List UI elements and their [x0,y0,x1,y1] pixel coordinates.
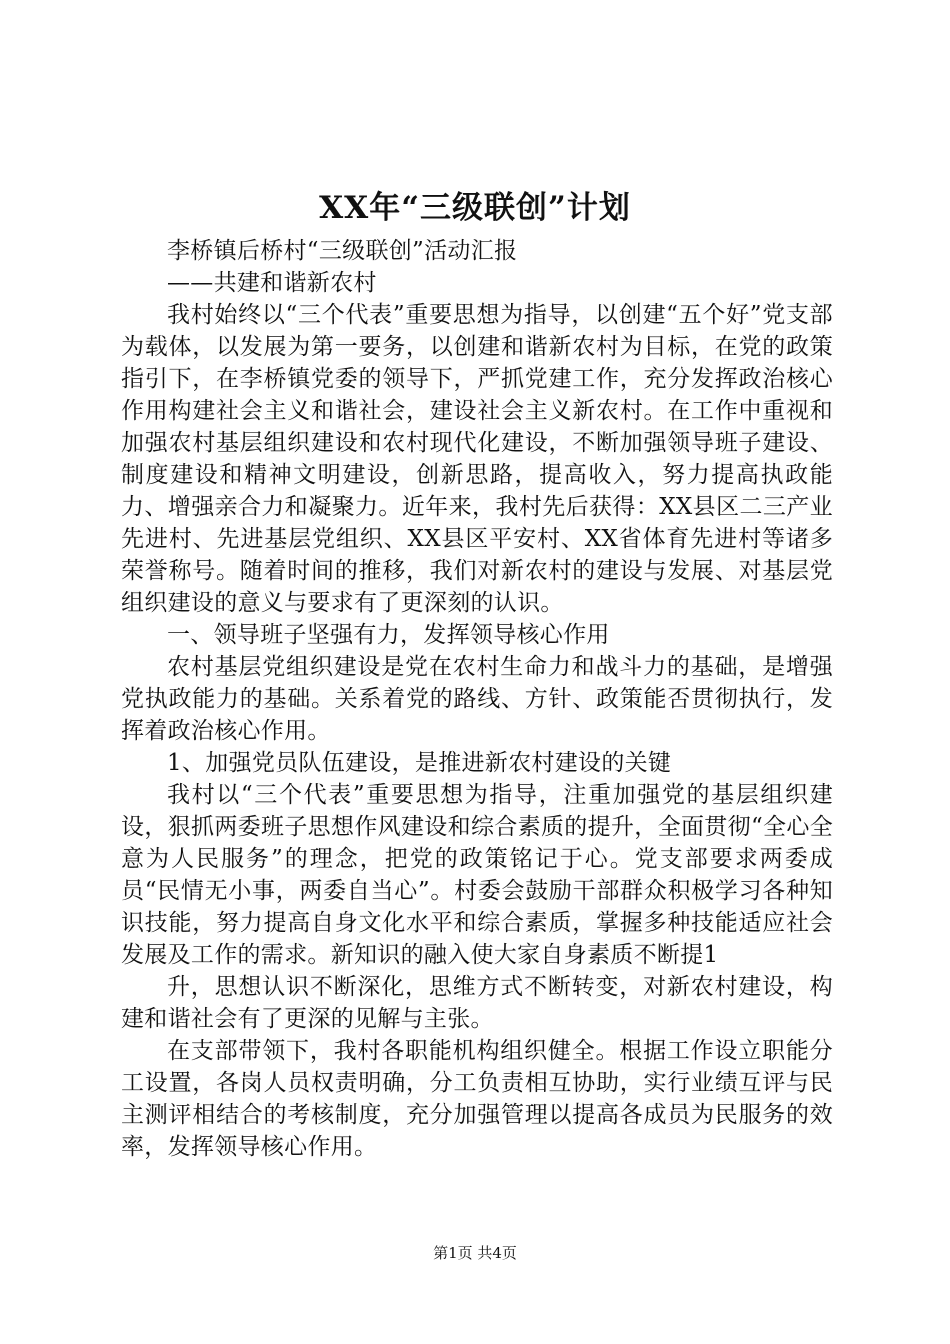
paragraph-section-1: 农村基层党组织建设是党在农村生命力和战斗力的基础，是增强党执政能力的基础。关系着党的路线、方针、政策能否贯彻执行，发挥着政治核心作用。 [121,654,833,744]
paragraph-party-building [121,779,833,971]
report-subtitle: ——共建和谐新农村 [167,270,377,296]
report-heading: 李桥镇后桥村“三级联创”活动汇报 [167,238,518,264]
section-heading-1: 一、领导班子坚强有力，发挥领导核心作用 [167,622,610,648]
document-title: XX年“三级联创”计划 [319,190,631,226]
subsection-heading-1: 1、加强党员队伍建设，是推进新农村建设的关键 [167,750,672,776]
paragraph-continued: 升，思想认识不断深化，思维方式不断转变，对新农村建设，构建和谐社会有了更深的见解与主张。 [121,974,833,1032]
document-body [121,235,833,1163]
page-footer: 第1页 共4页 [433,1244,517,1262]
inline-page-number: 1 [703,942,719,968]
paragraph-intro: 我村始终以“三个代表”重要思想为指导，以创建“五个好”党支部为载体，以发展为第一要务，以创建和谐新农村为目标，在党的政策指引下，在李桥镇党委的领导下，严抓党建工作，充分发挥政治核心作用构建社会主义和谐社会，建设社会主义新农村。在工作中重视和加强农村基层组织建设和农村现代化建设，不断加强领导班子建设、制度建设和精神文明建设，创新思路，提高收入，努力提高执政能力、增强亲合力和凝聚力。近年来，我村先后获得：XX县区二三产业先进村、先进基层党组织、XX县区平安村、XX省体育先进村等诸多荣誉称号。随着时间的推移，我们对新农村的建设与发展、对基层党组织建设的意义与要求有了更深刻的认识。 [121,302,833,616]
paragraph-party-building-text: 我村以“三个代表”重要思想为指导，注重加强党的基层组织建设，狠抓两委班子思想作风建设和综合素质的提升，全面贯彻“全心全意为人民服务”的理念，把党的政策铭记于心。党支部要求两委成员“民情无小事，两委自当心”。村委会鼓励干部群众积极学习各种知识技能，努力提高自身文化水平和综合素质，掌握多种技能适应社会发展及工作的需求。新知识的融入使大家自身素质不断提 [121,782,833,968]
paragraph-organization: 在支部带领下，我村各职能机构组织健全。根据工作设立职能分工设置，各岗人员权责明确，分工负责相互协助，实行业绩互评与民主测评相结合的考核制度，充分加强管理以提高各成员为民服务的效率，发挥领导核心作用。 [121,1038,833,1160]
